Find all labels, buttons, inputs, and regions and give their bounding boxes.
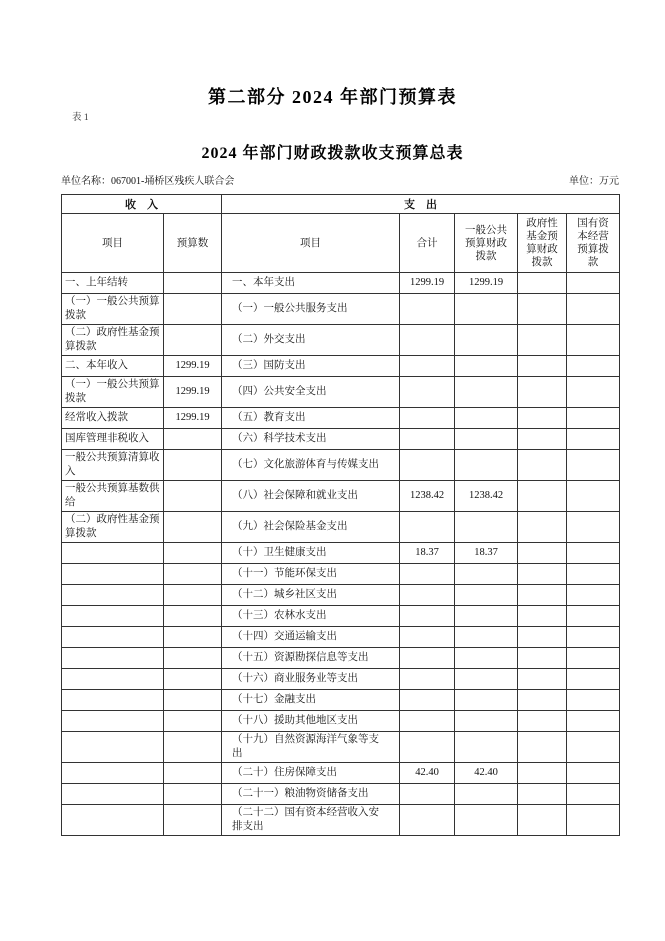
- state-capital-budget-cell: [567, 356, 620, 377]
- group-header-row: [62, 195, 620, 214]
- income-budget-cell: [164, 648, 222, 669]
- expense-total-cell: [400, 356, 455, 377]
- general-public-budget-cell: 1299.19: [455, 273, 518, 294]
- expense-total-cell: 1299.19: [400, 273, 455, 294]
- gov-fund-budget-cell: [518, 669, 567, 690]
- expense-item-cell: （十三）农林水支出: [222, 606, 400, 627]
- gov-fund-budget-cell: [518, 784, 567, 805]
- income-budget-cell: [164, 627, 222, 648]
- expense-total-cell: [400, 648, 455, 669]
- expense-item-cell: （二十二）国有资本经营收入安排支出: [222, 805, 400, 836]
- col-header-state-capital-budget: 国有资本经营预算拨款: [567, 214, 620, 273]
- general-public-budget-cell: 1238.42: [455, 481, 518, 512]
- gov-fund-budget-cell: [518, 377, 567, 408]
- general-public-budget-cell: [455, 627, 518, 648]
- gov-fund-budget-cell: [518, 273, 567, 294]
- general-public-budget-cell: [455, 805, 518, 836]
- table-title: 2024 年部门财政拨款收支预算总表: [201, 145, 464, 162]
- expense-total-cell: [400, 669, 455, 690]
- income-group-header: 收 入: [62, 195, 222, 214]
- income-budget-cell: [164, 711, 222, 732]
- gov-fund-budget-cell: [518, 325, 567, 356]
- general-public-budget-cell: [455, 408, 518, 429]
- expense-item-cell: （十七）金融支出: [222, 690, 400, 711]
- table-row: [62, 784, 620, 805]
- unit-name-label: 单位名称：067001-埇桥区残疾人联合会: [61, 176, 235, 187]
- state-capital-budget-cell: [567, 377, 620, 408]
- income-item-cell: [62, 606, 164, 627]
- unit-of-measure-label: 单位：万元: [569, 176, 619, 187]
- table-row: [62, 450, 620, 481]
- expense-item-cell: （二十）住房保障支出: [222, 763, 400, 784]
- income-budget-cell: [164, 450, 222, 481]
- gov-fund-budget-cell: [518, 481, 567, 512]
- expense-total-cell: [400, 606, 455, 627]
- expense-total-cell: [400, 377, 455, 408]
- table-row: [62, 711, 620, 732]
- table-label: 表 1: [72, 113, 89, 123]
- gov-fund-budget-cell: [518, 429, 567, 450]
- state-capital-budget-cell: [567, 325, 620, 356]
- income-budget-cell: [164, 732, 222, 763]
- general-public-budget-cell: [455, 429, 518, 450]
- income-budget-cell: [164, 805, 222, 836]
- income-budget-cell: [164, 273, 222, 294]
- gov-fund-budget-cell: [518, 512, 567, 543]
- general-public-budget-cell: [455, 356, 518, 377]
- state-capital-budget-cell: [567, 784, 620, 805]
- state-capital-budget-cell: [567, 669, 620, 690]
- gov-fund-budget-cell: [518, 763, 567, 784]
- income-item-cell: [62, 732, 164, 763]
- table-row: [62, 429, 620, 450]
- expense-total-cell: [400, 732, 455, 763]
- expense-total-cell: [400, 564, 455, 585]
- income-item-cell: 一般公共预算清算收入: [62, 450, 164, 481]
- expense-total-cell: [400, 690, 455, 711]
- income-item-cell: 国库管理非税收入: [62, 429, 164, 450]
- income-budget-cell: [164, 784, 222, 805]
- expense-total-cell: 42.40: [400, 763, 455, 784]
- income-budget-cell: [164, 585, 222, 606]
- state-capital-budget-cell: [567, 711, 620, 732]
- state-capital-budget-cell: [567, 481, 620, 512]
- expense-item-cell: （十五）资源勘探信息等支出: [222, 648, 400, 669]
- expense-total-cell: [400, 512, 455, 543]
- expense-group-header: 支 出: [222, 195, 620, 214]
- col-header-general-public-budget: 一般公共预算财政拨款: [455, 214, 518, 273]
- expense-item-cell: （三）国防支出: [222, 356, 400, 377]
- col-header-gov-fund-budget: 政府性基金预算财政拨款: [518, 214, 567, 273]
- state-capital-budget-cell: [567, 763, 620, 784]
- table-row: [62, 543, 620, 564]
- income-item-cell: [62, 711, 164, 732]
- general-public-budget-cell: [455, 732, 518, 763]
- expense-total-cell: [400, 805, 455, 836]
- table-row: [62, 512, 620, 543]
- income-budget-cell: [164, 543, 222, 564]
- table-row: [62, 377, 620, 408]
- income-budget-cell: 1299.19: [164, 408, 222, 429]
- table-row: [62, 356, 620, 377]
- state-capital-budget-cell: [567, 294, 620, 325]
- state-capital-budget-cell: [567, 429, 620, 450]
- table-row: [62, 763, 620, 784]
- general-public-budget-cell: [455, 711, 518, 732]
- income-item-cell: （二）政府性基金预算拨款: [62, 512, 164, 543]
- income-item-cell: [62, 564, 164, 585]
- gov-fund-budget-cell: [518, 450, 567, 481]
- expense-item-cell: （二）外交支出: [222, 325, 400, 356]
- table-row: [62, 648, 620, 669]
- gov-fund-budget-cell: [518, 805, 567, 836]
- table-row: [62, 690, 620, 711]
- income-budget-cell: [164, 429, 222, 450]
- gov-fund-budget-cell: [518, 564, 567, 585]
- income-item-cell: 一、上年结转: [62, 273, 164, 294]
- income-budget-cell: [164, 512, 222, 543]
- income-item-cell: 一般公共预算基数供给: [62, 481, 164, 512]
- income-item-cell: [62, 648, 164, 669]
- table-body: [62, 273, 620, 836]
- state-capital-budget-cell: [567, 690, 620, 711]
- expense-total-cell: 1238.42: [400, 481, 455, 512]
- income-budget-cell: [164, 669, 222, 690]
- gov-fund-budget-cell: [518, 711, 567, 732]
- budget-summary-table: [61, 194, 620, 836]
- general-public-budget-cell: [455, 450, 518, 481]
- income-item-cell: [62, 585, 164, 606]
- state-capital-budget-cell: [567, 512, 620, 543]
- col-header-income-budget: 预算数: [164, 214, 222, 273]
- expense-item-cell: （十四）交通运输支出: [222, 627, 400, 648]
- expense-total-cell: [400, 450, 455, 481]
- income-item-cell: 二、本年收入: [62, 356, 164, 377]
- expense-item-cell: （七）文化旅游体育与传媒支出: [222, 450, 400, 481]
- state-capital-budget-cell: [567, 585, 620, 606]
- general-public-budget-cell: [455, 512, 518, 543]
- table-row: [62, 805, 620, 836]
- col-header-expense-item: 项目: [222, 214, 400, 273]
- income-budget-cell: [164, 606, 222, 627]
- income-budget-cell: 1299.19: [164, 356, 222, 377]
- table-row: [62, 325, 620, 356]
- col-header-income-item: 项目: [62, 214, 164, 273]
- gov-fund-budget-cell: [518, 690, 567, 711]
- expense-total-cell: [400, 784, 455, 805]
- table-row: [62, 627, 620, 648]
- general-public-budget-cell: 18.37: [455, 543, 518, 564]
- income-budget-cell: [164, 481, 222, 512]
- expense-total-cell: [400, 585, 455, 606]
- income-budget-cell: [164, 763, 222, 784]
- income-item-cell: （一）一般公共预算拨款: [62, 377, 164, 408]
- general-public-budget-cell: [455, 669, 518, 690]
- income-item-cell: [62, 669, 164, 690]
- general-public-budget-cell: [455, 377, 518, 408]
- table-row: [62, 669, 620, 690]
- general-public-budget-cell: [455, 690, 518, 711]
- income-budget-cell: [164, 294, 222, 325]
- section-title: 第二部分 2024 年部门预算表: [208, 87, 457, 107]
- gov-fund-budget-cell: [518, 294, 567, 325]
- expense-total-cell: [400, 429, 455, 450]
- income-budget-cell: [164, 325, 222, 356]
- gov-fund-budget-cell: [518, 356, 567, 377]
- state-capital-budget-cell: [567, 450, 620, 481]
- gov-fund-budget-cell: [518, 648, 567, 669]
- state-capital-budget-cell: [567, 408, 620, 429]
- state-capital-budget-cell: [567, 805, 620, 836]
- expense-item-cell: 一、本年支出: [222, 273, 400, 294]
- column-header-row: [62, 214, 620, 273]
- expense-item-cell: （十二）城乡社区支出: [222, 585, 400, 606]
- income-item-cell: [62, 763, 164, 784]
- income-item-cell: [62, 543, 164, 564]
- expense-item-cell: （十）卫生健康支出: [222, 543, 400, 564]
- gov-fund-budget-cell: [518, 585, 567, 606]
- table-row: [62, 585, 620, 606]
- general-public-budget-cell: [455, 564, 518, 585]
- gov-fund-budget-cell: [518, 732, 567, 763]
- income-item-cell: [62, 784, 164, 805]
- general-public-budget-cell: [455, 648, 518, 669]
- gov-fund-budget-cell: [518, 627, 567, 648]
- expense-item-cell: （十九）自然资源海洋气象等支出: [222, 732, 400, 763]
- table-row: [62, 273, 620, 294]
- expense-item-cell: （五）教育支出: [222, 408, 400, 429]
- expense-total-cell: [400, 408, 455, 429]
- income-budget-cell: [164, 690, 222, 711]
- expense-item-cell: （六）科学技术支出: [222, 429, 400, 450]
- col-header-total: 合计: [400, 214, 455, 273]
- table-row: [62, 606, 620, 627]
- state-capital-budget-cell: [567, 543, 620, 564]
- meta-row: [61, 175, 619, 189]
- expense-total-cell: [400, 294, 455, 325]
- gov-fund-budget-cell: [518, 408, 567, 429]
- table-row: [62, 564, 620, 585]
- gov-fund-budget-cell: [518, 543, 567, 564]
- state-capital-budget-cell: [567, 273, 620, 294]
- income-item-cell: [62, 805, 164, 836]
- income-budget-cell: [164, 564, 222, 585]
- table-row: [62, 408, 620, 429]
- expense-item-cell: （十八）援助其他地区支出: [222, 711, 400, 732]
- expense-item-cell: （十一）节能环保支出: [222, 564, 400, 585]
- state-capital-budget-cell: [567, 606, 620, 627]
- table-row: [62, 732, 620, 763]
- expense-item-cell: （二十一）粮油物资储备支出: [222, 784, 400, 805]
- state-capital-budget-cell: [567, 627, 620, 648]
- general-public-budget-cell: [455, 325, 518, 356]
- expense-item-cell: （九）社会保险基金支出: [222, 512, 400, 543]
- expense-item-cell: （十六）商业服务业等支出: [222, 669, 400, 690]
- table-row: [62, 481, 620, 512]
- income-item-cell: [62, 627, 164, 648]
- expense-item-cell: （一）一般公共服务支出: [222, 294, 400, 325]
- expense-total-cell: 18.37: [400, 543, 455, 564]
- expense-item-cell: （八）社会保障和就业支出: [222, 481, 400, 512]
- expense-total-cell: [400, 627, 455, 648]
- general-public-budget-cell: [455, 784, 518, 805]
- income-budget-cell: 1299.19: [164, 377, 222, 408]
- table-row: [62, 294, 620, 325]
- expense-total-cell: [400, 711, 455, 732]
- gov-fund-budget-cell: [518, 606, 567, 627]
- general-public-budget-cell: 42.40: [455, 763, 518, 784]
- income-item-cell: （一）一般公共预算拨款: [62, 294, 164, 325]
- general-public-budget-cell: [455, 606, 518, 627]
- state-capital-budget-cell: [567, 732, 620, 763]
- expense-item-cell: （四）公共安全支出: [222, 377, 400, 408]
- general-public-budget-cell: [455, 294, 518, 325]
- income-item-cell: 经常收入拨款: [62, 408, 164, 429]
- general-public-budget-cell: [455, 585, 518, 606]
- state-capital-budget-cell: [567, 564, 620, 585]
- income-item-cell: [62, 690, 164, 711]
- state-capital-budget-cell: [567, 648, 620, 669]
- expense-total-cell: [400, 325, 455, 356]
- income-item-cell: （二）政府性基金预算拨款: [62, 325, 164, 356]
